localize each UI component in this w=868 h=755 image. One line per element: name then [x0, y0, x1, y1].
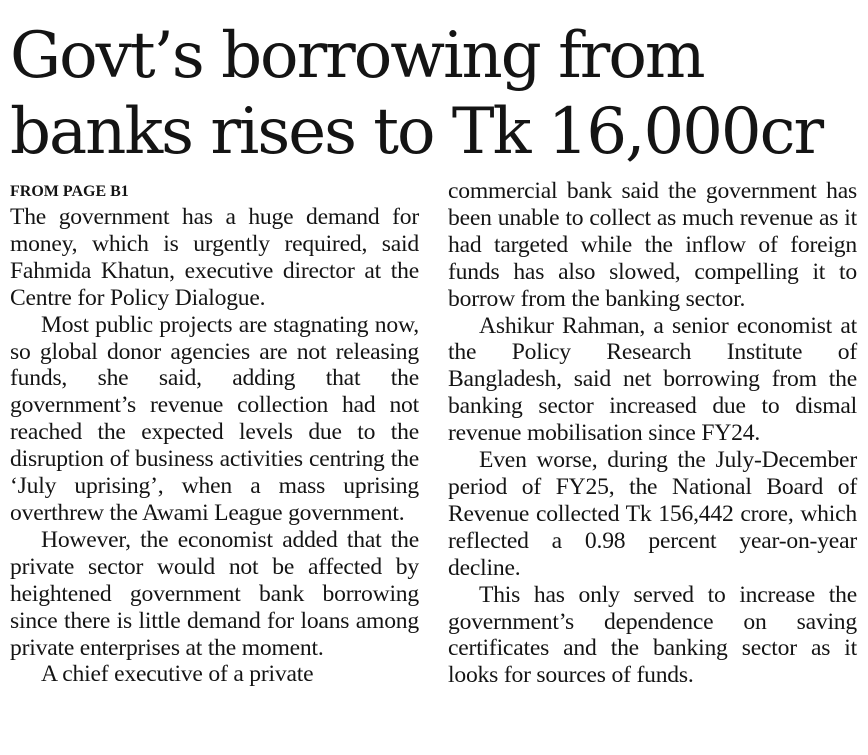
body-paragraph: However, the economist added that the private sector would not be affected by heightened government bank borrowing since there is little demand for loans among private enterprises at the moment. [10, 526, 419, 661]
article-column-left [10, 178, 419, 688]
body-paragraph: A chief executive of a private [41, 661, 314, 688]
article-column-right [448, 178, 857, 689]
body-paragraph: Even worse, during the July-December period of FY25, the National Board of Revenue collected Tk 156,442 crore, which reflected a 0.98 percent year-on-year decline. [448, 447, 857, 581]
body-paragraph: This has only served to increase the government’s dependence on saving certificates and the banking sector as it looks for sources of funds. [448, 581, 857, 689]
body-paragraph: Ashikur Rahman, a senior economist at the Policy Research Institute of Bangladesh, said net borrowing from the banking sector increased due to dismal revenue mobilisation since FY24. [448, 312, 857, 447]
body-paragraph: The government has a huge demand for money, which is urgently required, said Fahmida Khatun, executive director at the Centre for Policy Dialogue. [10, 204, 419, 311]
continuation-kicker: FROM PAGE B1 [10, 183, 129, 200]
headline: Govt’s borrowing from banks rises to Tk 16,000cr [10, 19, 823, 169]
body-paragraph: commercial bank said the government has been unable to collect as much revenue as it had targeted while the inflow of foreign funds has also slowed, compelling it to borrow from the banking sector. [448, 178, 857, 312]
body-paragraph: Most public projects are stagnating now, so global donor agencies are not releasing funds, she said, adding that the government’s revenue collection had not reached the expected levels due to the disruption of business activities centring the ‘July uprising’, when a mass uprising overthrew the Awami League government. [10, 311, 419, 526]
